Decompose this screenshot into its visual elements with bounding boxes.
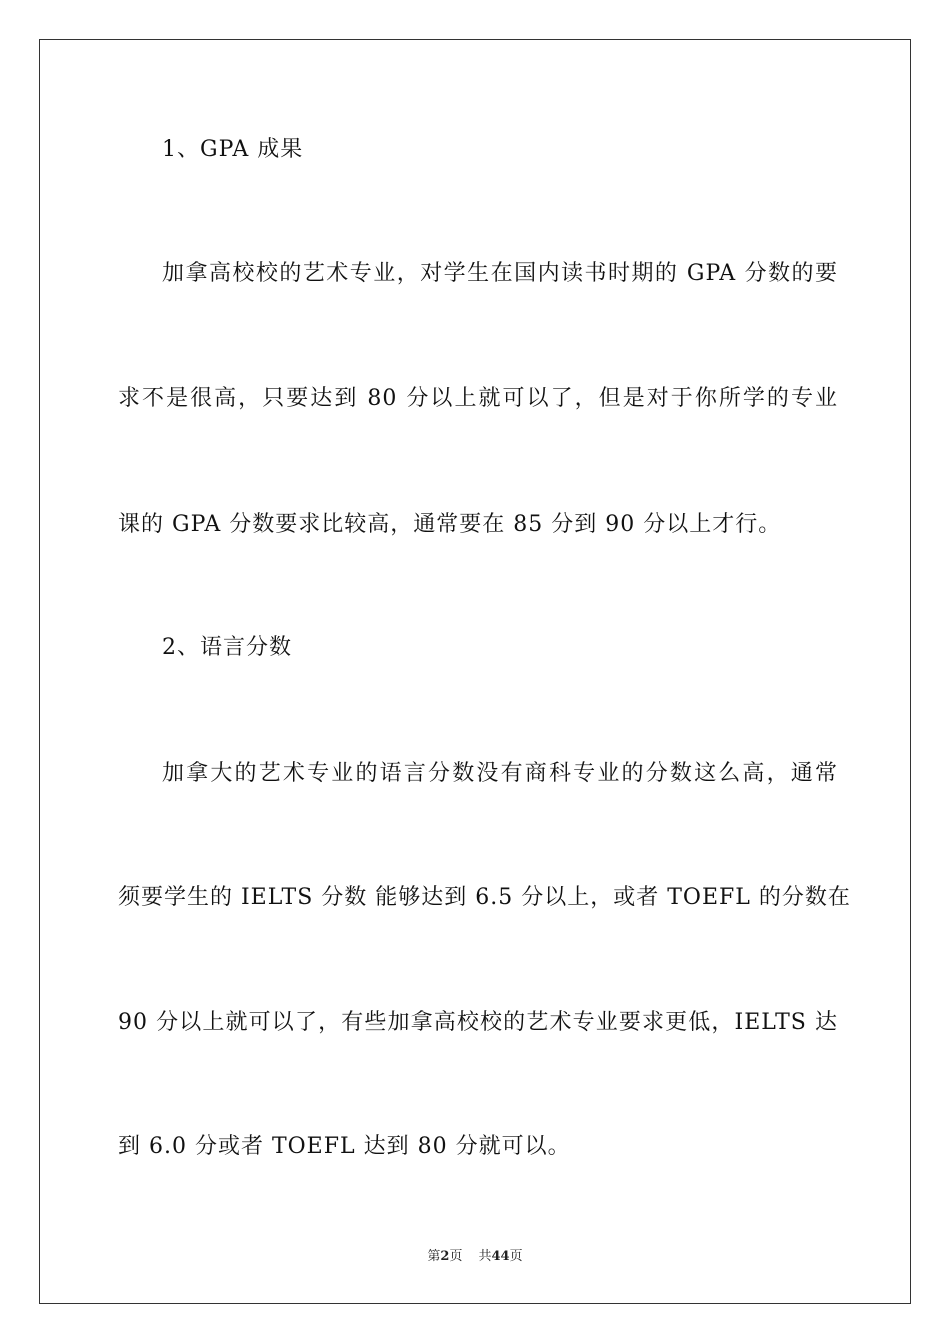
- page-footer: [0, 1248, 950, 1266]
- paragraph-line: 须要学生的 IELTS 分数 能够达到 6.5 分以上，或者 TOEFL 的分数在: [118, 885, 851, 910]
- paragraph-line: 加拿大的艺术专业的语言分数没有商科专业的分数这么高，通常: [162, 761, 838, 786]
- paragraph-line: 求不是很高，只要达到 80 分以上就可以了，但是对于你所学的专业: [118, 386, 838, 411]
- footer-page-suffix: 页: [449, 1249, 463, 1264]
- paragraph-line: 到 6.0 分或者 TOEFL 达到 80 分就可以。: [118, 1134, 571, 1159]
- footer-total-prefix: 共: [478, 1249, 492, 1264]
- footer-page-prefix: 第: [427, 1249, 441, 1264]
- paragraph-line: 课的 GPA 分数要求比较高，通常要在 85 分到 90 分以上才行。: [118, 512, 782, 537]
- section-heading-language: 2、语言分数: [162, 635, 292, 660]
- footer-total-pages: 44: [491, 1249, 510, 1264]
- paragraph-line: 加拿高校校的艺术专业，对学生在国内读书时期的 GPA 分数的要: [162, 261, 838, 286]
- footer-total-suffix: 页: [509, 1249, 523, 1264]
- paragraph-line: 90 分以上就可以了，有些加拿高校校的艺术专业要求更低，IELTS 达: [118, 1010, 838, 1035]
- footer-current-page: 2: [440, 1249, 450, 1264]
- page-border: [39, 39, 911, 1304]
- section-heading-gpa: 1、GPA 成果: [162, 137, 304, 162]
